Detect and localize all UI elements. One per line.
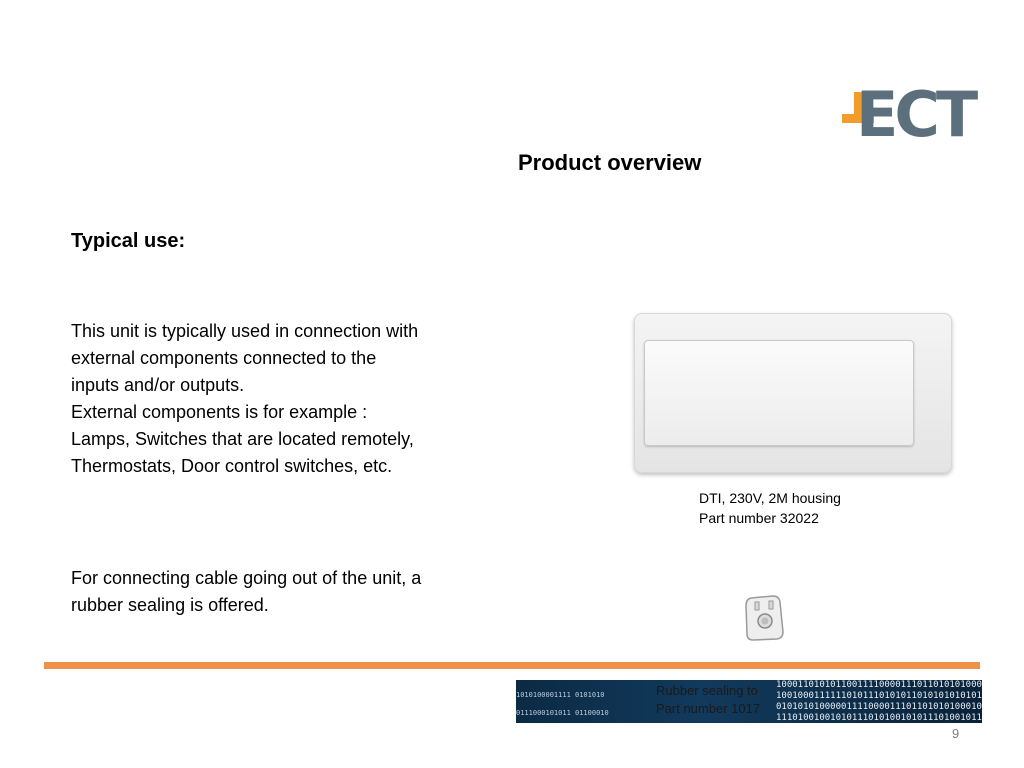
paragraph-line: external components connected to the bbox=[71, 348, 377, 368]
rubber-sealing-paragraph bbox=[71, 565, 501, 619]
product-caption bbox=[699, 488, 841, 528]
paragraph-line: Thermostats, Door control switches, etc. bbox=[71, 456, 393, 476]
paragraph-line: rubber sealing is offered. bbox=[71, 595, 269, 615]
switch-rocker bbox=[644, 340, 914, 446]
footer-divider bbox=[44, 662, 980, 669]
typical-use-paragraph bbox=[71, 318, 501, 480]
footer-caption-line: Rubber sealing to bbox=[656, 683, 758, 698]
paragraph-line: Lamps, Switches that are located remotely, bbox=[71, 429, 414, 449]
paragraph-line: For connecting cable going out of the unit, a bbox=[71, 568, 422, 588]
binary-pattern: 10001101010110011110000111011010101000 10010001111110101110101011010101010101 01010101000001111000011101101010100010 11101001001010111010100101011101001011 bbox=[776, 680, 982, 723]
logo-text: ECT bbox=[856, 78, 975, 151]
page-number: 9 bbox=[952, 726, 960, 741]
product-caption-line: Part number 32022 bbox=[699, 510, 819, 526]
binary-pattern-left: 1010100001111 0101010 0111000101011 01100010 bbox=[516, 691, 609, 717]
ect-logo bbox=[842, 78, 978, 151]
binary-code-banner bbox=[516, 680, 982, 723]
wall-switch-housing-image bbox=[634, 313, 952, 473]
paragraph-line: inputs and/or outputs. bbox=[71, 375, 245, 395]
paragraph-line: External components is for example : bbox=[71, 402, 368, 422]
rubber-sealing-image bbox=[743, 594, 785, 642]
slide-title: Product overview bbox=[518, 150, 702, 175]
footer-caption-line: Part number 1017 bbox=[656, 701, 761, 716]
footer-caption bbox=[656, 682, 760, 718]
paragraph-line: This unit is typically used in connection with bbox=[71, 321, 419, 341]
typical-use-heading: Typical use: bbox=[71, 230, 186, 252]
product-caption-line: DTI, 230V, 2M housing bbox=[699, 490, 841, 506]
